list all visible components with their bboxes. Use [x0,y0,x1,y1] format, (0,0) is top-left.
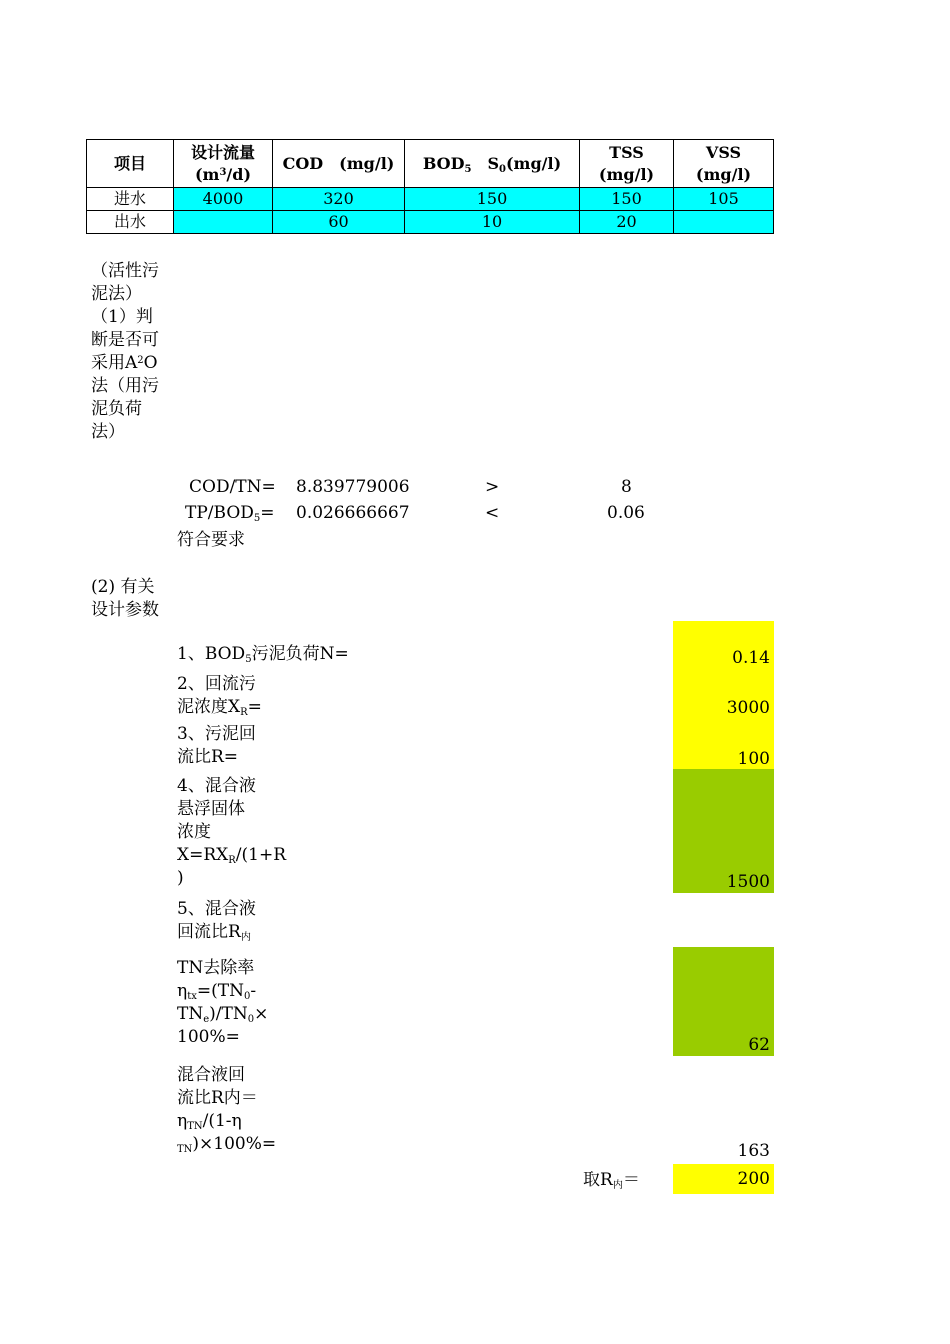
param4-label: 4、混合液 悬浮固体 浓度 $X=RX_R/(1+R$ ) [177,776,287,888]
cell-flow[interactable] [174,211,273,234]
header-item: 项目 [87,140,174,188]
cell-tss[interactable]: 150 [580,188,674,211]
param2-value-cell[interactable] [673,669,774,719]
param5-label: 5、混合液 回流比$R_内$ [177,899,256,943]
tp-bod-limit: 0.06 [607,503,645,523]
cell-bod[interactable]: 10 [405,211,580,234]
param1-value: 0.14 [732,648,770,668]
cod-tn-label: COD/TN= [189,477,276,497]
param1-label: 1、$BOD_5$污泥负荷N= [177,644,349,665]
param3-value-cell[interactable] [673,719,774,770]
param1-value-cell[interactable] [673,621,774,669]
table-row-inflow [87,188,774,211]
cell-vss[interactable] [674,211,774,234]
tn-removal-value: 62 [748,1035,770,1055]
table-row-outflow [87,211,774,234]
header-tss: TSS (mg/l) [580,140,674,188]
section1-heading: （活性污 泥法） （1）判 断是否可 采用$A^2O$ 法（用污 泥负荷 法） [91,261,159,442]
tn-removal-value-cell[interactable] [673,947,774,1056]
param4-value-cell[interactable] [673,769,774,893]
section2-heading: (2) 有关 设计参数 [91,577,159,620]
tp-bod-value: 0.026666667 [296,503,410,523]
rin-value-cell[interactable] [673,1138,774,1162]
tn-removal-label: TN去除率 $\eta_{tx}=(TN_0-$ $TN_e)/TN_0\times$ 100%= [177,958,269,1047]
header-bod: $BOD_5$ $S_0(mg/l)$ [405,140,580,188]
rin-label: 混合液回 流比R内＝ $\eta_{TN}/(1-\eta$ $_{TN}$)×100%= [177,1065,277,1155]
check-result: 符合要求 [177,530,245,550]
cell-vss[interactable]: 105 [674,188,774,211]
param4-value: 1500 [726,872,770,892]
take-rin-value: 200 [737,1169,770,1189]
tp-bod-operator: < [485,503,500,523]
cod-tn-operator: > [485,477,500,497]
cod-tn-value: 8.839779006 [296,477,410,497]
cell-tss[interactable]: 20 [580,211,674,234]
cod-tn-limit: 8 [621,477,632,497]
param3-value: 100 [737,749,770,769]
row-label: 进水 [87,188,174,211]
cell-bod[interactable]: 150 [405,188,580,211]
take-rin-value-cell[interactable] [673,1164,774,1194]
take-rin-label: 取$R_内=$ [583,1170,640,1191]
header-cod: COD (mg/l) [273,140,405,188]
param2-label: 2、回流污 泥浓度$X_R=$ [177,674,262,718]
cell-flow[interactable]: 4000 [174,188,273,211]
cell-cod[interactable]: 320 [273,188,405,211]
header-vss: VSS (mg/l) [674,140,774,188]
table-header-row [87,140,774,188]
rin-value: 163 [737,1141,770,1161]
water-quality-table [86,139,774,234]
param3-label: 3、污泥回 流比R= [177,724,256,767]
row-label: 出水 [87,211,174,234]
header-flow: 设计流量 $(m^3/d)$ [174,140,273,188]
param2-value: 3000 [726,698,770,718]
cell-cod[interactable]: 60 [273,211,405,234]
tp-bod-label: $TP/BOD_5=$ [185,503,275,524]
